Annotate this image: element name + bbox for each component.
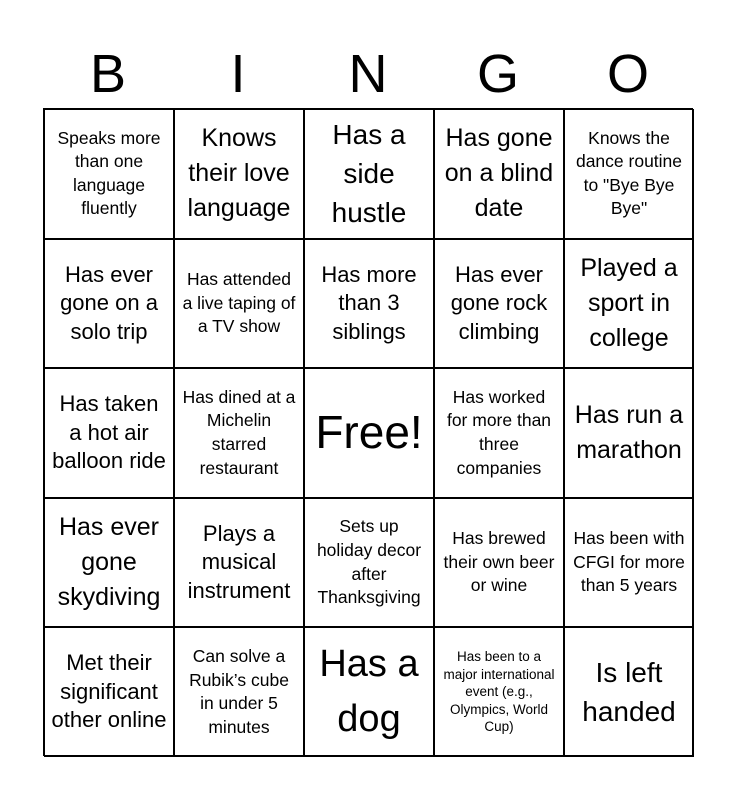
bingo-cell[interactable]: Has more than 3 siblings xyxy=(304,239,434,369)
bingo-header xyxy=(43,40,693,108)
bingo-cell[interactable]: Has brewed their own beer or wine xyxy=(434,498,564,628)
header-letter-n: N xyxy=(348,44,388,104)
bingo-card xyxy=(43,108,693,756)
bingo-cell[interactable]: Knows their love language xyxy=(174,109,304,239)
bingo-cell[interactable]: Met their significant other online xyxy=(44,627,174,757)
bingo-cell[interactable]: Has run a marathon xyxy=(564,368,694,498)
bingo-cell[interactable]: Plays a musical instrument xyxy=(174,498,304,628)
bingo-cell[interactable]: Has ever gone skydiving xyxy=(44,498,174,628)
header-letter-g: G xyxy=(476,44,519,104)
bingo-cell[interactable]: Has dined at a Michelin starred restaurant xyxy=(174,368,304,498)
bingo-cell[interactable]: Speaks more than one language fluently xyxy=(44,109,174,239)
bingo-cell[interactable]: Has taken a hot air balloon ride xyxy=(44,368,174,498)
bingo-cell[interactable]: Played a sport in college xyxy=(564,239,694,369)
bingo-cell[interactable]: Has a dog xyxy=(304,627,434,757)
bingo-cell[interactable]: Sets up holiday decor after Thanksgiving xyxy=(304,498,434,628)
header-letter-o: O xyxy=(606,44,649,104)
header-letter-i: I xyxy=(230,44,246,104)
bingo-cell[interactable]: Is left handed xyxy=(564,627,694,757)
bingo-cell[interactable]: Knows the dance routine to "Bye Bye Bye" xyxy=(564,109,694,239)
bingo-cell[interactable]: Has attended a live taping of a TV show xyxy=(174,239,304,369)
bingo-cell[interactable]: Has ever gone on a solo trip xyxy=(44,239,174,369)
bingo-cell[interactable]: Has gone on a blind date xyxy=(434,109,564,239)
header-letter-b: B xyxy=(89,44,127,104)
bingo-cell[interactable]: Has been to a major international event (e.g., Olympics, World Cup) xyxy=(434,627,564,757)
free-space-cell[interactable]: Free! xyxy=(304,368,434,498)
bingo-cell[interactable]: Has ever gone rock climbing xyxy=(434,239,564,369)
bingo-cell[interactable]: Has a side hustle xyxy=(304,109,434,239)
bingo-cell[interactable]: Can solve a Rubik’s cube in under 5 minutes xyxy=(174,627,304,757)
bingo-cell[interactable]: Has been with CFGI for more than 5 years xyxy=(564,498,694,628)
bingo-cell[interactable]: Has worked for more than three companies xyxy=(434,368,564,498)
